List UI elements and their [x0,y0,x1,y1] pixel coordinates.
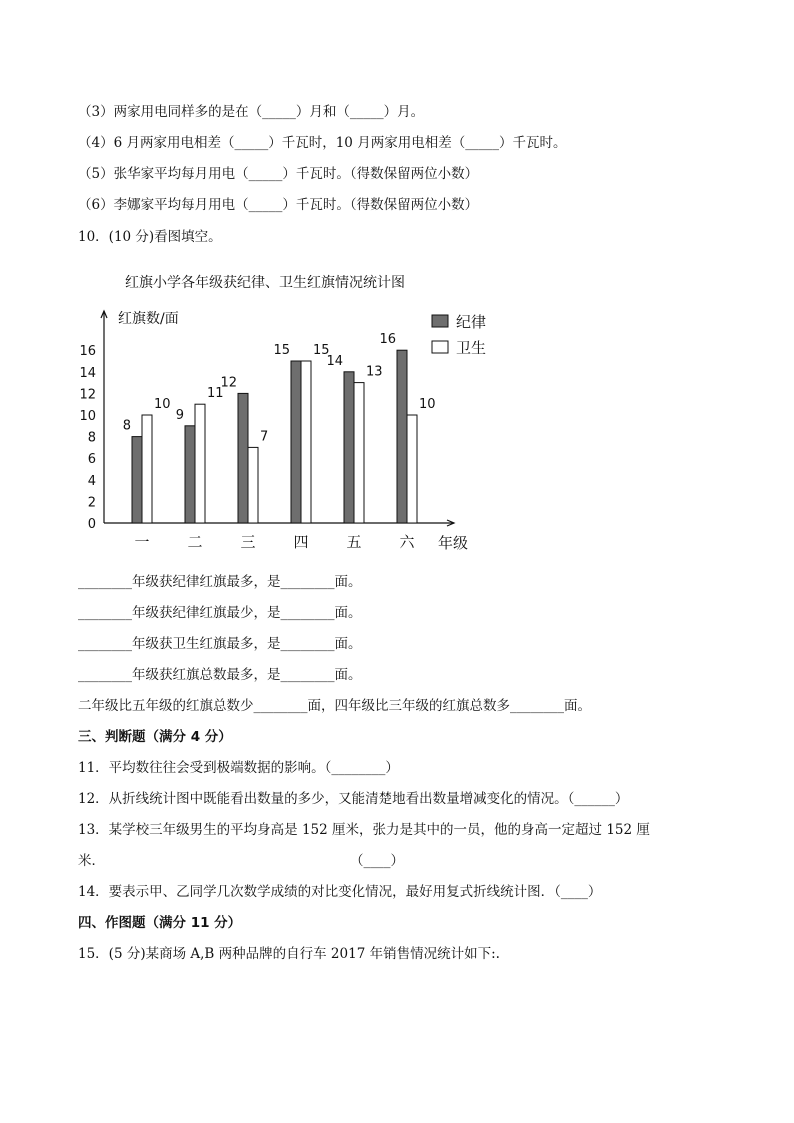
bar-hygiene [354,383,364,523]
y-tick-label: 2 [87,495,96,511]
judge-question-11: 11．平均数往往会受到极端数据的影响。（________） [78,760,399,776]
bar-discipline [185,426,195,523]
judge-question-14: 14．要表示甲、乙同学几次数学成绩的对比变化情况，最好用复式折线统计图．（____） [78,884,602,900]
data-label: 8 [122,418,131,434]
x-tick-label: 六 [399,533,415,551]
bar-hygiene [195,404,205,523]
data-label: 10 [419,397,436,412]
bar-discipline [291,361,301,523]
y-axis-label: 红旗数/面 [118,311,179,327]
data-label: 16 [379,332,396,348]
fill-line-3: ________年级获卫生红旗最多，是________面。 [78,636,362,652]
y-tick-label: 10 [79,409,96,424]
bar-chart [70,265,490,555]
data-label: 7 [260,429,269,445]
bar-hygiene [248,447,258,523]
x-tick-label: 五 [346,533,362,551]
section-4-title: 四、作图题（满分 11 分） [78,915,242,931]
x-tick-label: 二 [187,533,203,551]
section-3-title: 三、判断题（满分 4 分） [78,729,232,745]
y-tick-label: 8 [87,430,96,446]
y-tick-label: 16 [79,344,96,360]
x-tick-label: 四 [293,533,309,551]
question-15: 15．(5 分)某商场 A,B 两种品牌的自行车 2017 年销售情况统计如下:. [78,946,500,962]
question-10-heading: 10．(10 分)看图填空。 [78,229,222,245]
bar-hygiene [142,415,152,523]
fill-line-1: ________年级获纪律红旗最多，是________面。 [78,574,362,590]
y-tick-label: 6 [87,452,96,468]
data-label: 12 [220,375,237,391]
data-label: 13 [366,364,383,380]
data-label: 10 [154,397,171,412]
x-tick-label: 一 [134,533,150,551]
question-part-4: （4）6 月两家用电相差（_____）千瓦时，10 月两家用电相差（_____）千瓦时。 [78,135,567,151]
judge-question-13-answer: （____） [350,853,404,869]
bar-discipline [344,372,354,523]
legend-label: 卫生 [456,339,487,357]
bar-discipline [238,393,248,523]
fill-line-2: ________年级获纪律红旗最少，是________面。 [78,605,362,621]
data-label: 15 [273,343,290,358]
bar-hygiene [407,415,417,523]
chart-title: 红旗小学各年级获纪律、卫生红旗情况统计图 [125,275,405,291]
question-part-3: （3）两家用电同样多的是在（_____）月和（_____）月。 [78,104,425,120]
bar-hygiene [301,361,311,523]
judge-question-13: 13．某学校三年级男生的平均身高是 152 厘米，张力是其中的一员，他的身高一定超过 152 厘 [78,822,650,838]
y-tick-label: 14 [79,365,96,381]
data-label: 14 [326,353,343,369]
fill-line-4: ________年级获红旗总数最多，是________面。 [78,667,362,683]
data-label: 11 [207,386,224,402]
question-part-6: （6）李娜家平均每月用电（_____）千瓦时。（得数保留两位小数） [78,197,479,213]
judge-question-12: 12．从折线统计图中既能看出数量的多少，又能清楚地看出数量增减变化的情况。（______） [78,791,629,807]
y-tick-label: 4 [87,473,96,489]
judge-question-13-cont: 米． [78,853,105,869]
legend-label: 纪律 [456,313,487,331]
x-tick-label: 三 [240,533,256,551]
bar-discipline [132,437,142,523]
y-tick-label: 0 [87,517,96,532]
legend-swatch [432,315,448,327]
data-label: 15 [313,343,330,358]
data-label: 9 [175,407,184,423]
fill-line-5: 二年级比五年级的红旗总数少________面，四年级比三年级的红旗总数多________面。 [78,698,591,714]
question-part-5: （5）张华家平均每月用电（_____）千瓦时。（得数保留两位小数） [78,166,479,182]
legend-swatch [432,341,448,353]
x-axis-label: 年级 [438,534,469,552]
bar-discipline [397,350,407,523]
y-tick-label: 12 [79,387,96,403]
